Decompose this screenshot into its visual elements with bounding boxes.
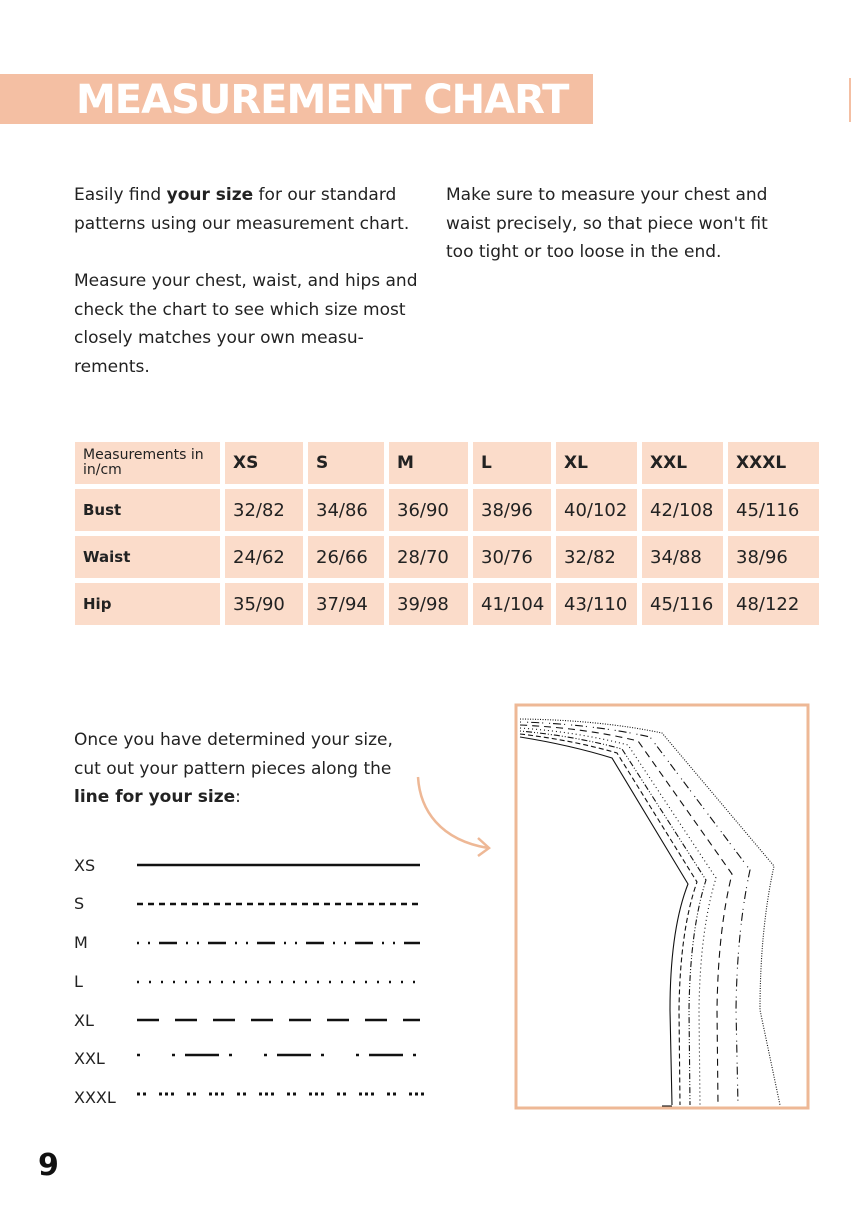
size-header: M: [389, 442, 468, 484]
table-cell: 36/90: [389, 489, 468, 531]
table-cell: 43/110: [556, 583, 637, 625]
table-cell: 45/116: [642, 583, 723, 625]
row-label: Hip: [75, 583, 220, 625]
page-number: 9: [38, 1148, 59, 1183]
curved-arrow-icon: [418, 777, 488, 848]
line-legend: [137, 865, 430, 1094]
size-header: XXXL: [728, 442, 819, 484]
legend-label-m: M: [74, 933, 88, 952]
table-cell: 42/108: [642, 489, 723, 531]
legend-label-l: L: [74, 972, 83, 991]
table-cell: 26/66: [308, 536, 384, 578]
table-cell: 30/76: [473, 536, 551, 578]
legend-label-xl: XL: [74, 1011, 94, 1030]
row-label: Bust: [75, 489, 220, 531]
size-header: S: [308, 442, 384, 484]
table-cell: 34/88: [642, 536, 723, 578]
table-cell: 38/96: [473, 489, 551, 531]
table-cell: 24/62: [225, 536, 303, 578]
intro-paragraph-2: Measure your chest, waist, and hips and check the chart to see which size most closely matches your own measu-rements.: [74, 271, 418, 378]
table-cell: 38/96: [728, 536, 819, 578]
cut-instructions: Once you have determined your size, cut out your pattern pieces along the line for your size:: [74, 730, 393, 808]
table-cell: 34/86: [308, 489, 384, 531]
row-label: Waist: [75, 536, 220, 578]
table-cell: 32/82: [225, 489, 303, 531]
intro-paragraph-3: Make sure to measure your chest and waist precisely, so that piece won't fit too tight or too loose in the end.: [446, 185, 768, 263]
size-header: L: [473, 442, 551, 484]
table-cell: 45/116: [728, 489, 819, 531]
legend-label-xxl: XXL: [74, 1049, 105, 1068]
size-header: XL: [556, 442, 637, 484]
table-corner-cell: Measurements in in/cm: [75, 442, 220, 484]
table-cell: 35/90: [225, 583, 303, 625]
page-title: MEASUREMENT CHART: [76, 77, 569, 123]
table-cell: 39/98: [389, 583, 468, 625]
size-header: XXL: [642, 442, 723, 484]
table-cell: 48/122: [728, 583, 819, 625]
table-cell: 41/104: [473, 583, 551, 625]
legend-label-xs: XS: [74, 856, 96, 875]
legend-label-xxxl: XXXL: [74, 1088, 116, 1107]
legend-label-s: S: [74, 894, 85, 913]
size-header: XS: [225, 442, 303, 484]
table-cell: 40/102: [556, 489, 637, 531]
pattern-illustration-frame: [516, 705, 808, 1108]
intro-paragraph-1: Easily find your size for our standard patterns using our measurement chart.: [74, 185, 410, 234]
table-cell: 32/82: [556, 536, 637, 578]
table-cell: 37/94: [308, 583, 384, 625]
table-cell: 28/70: [389, 536, 468, 578]
